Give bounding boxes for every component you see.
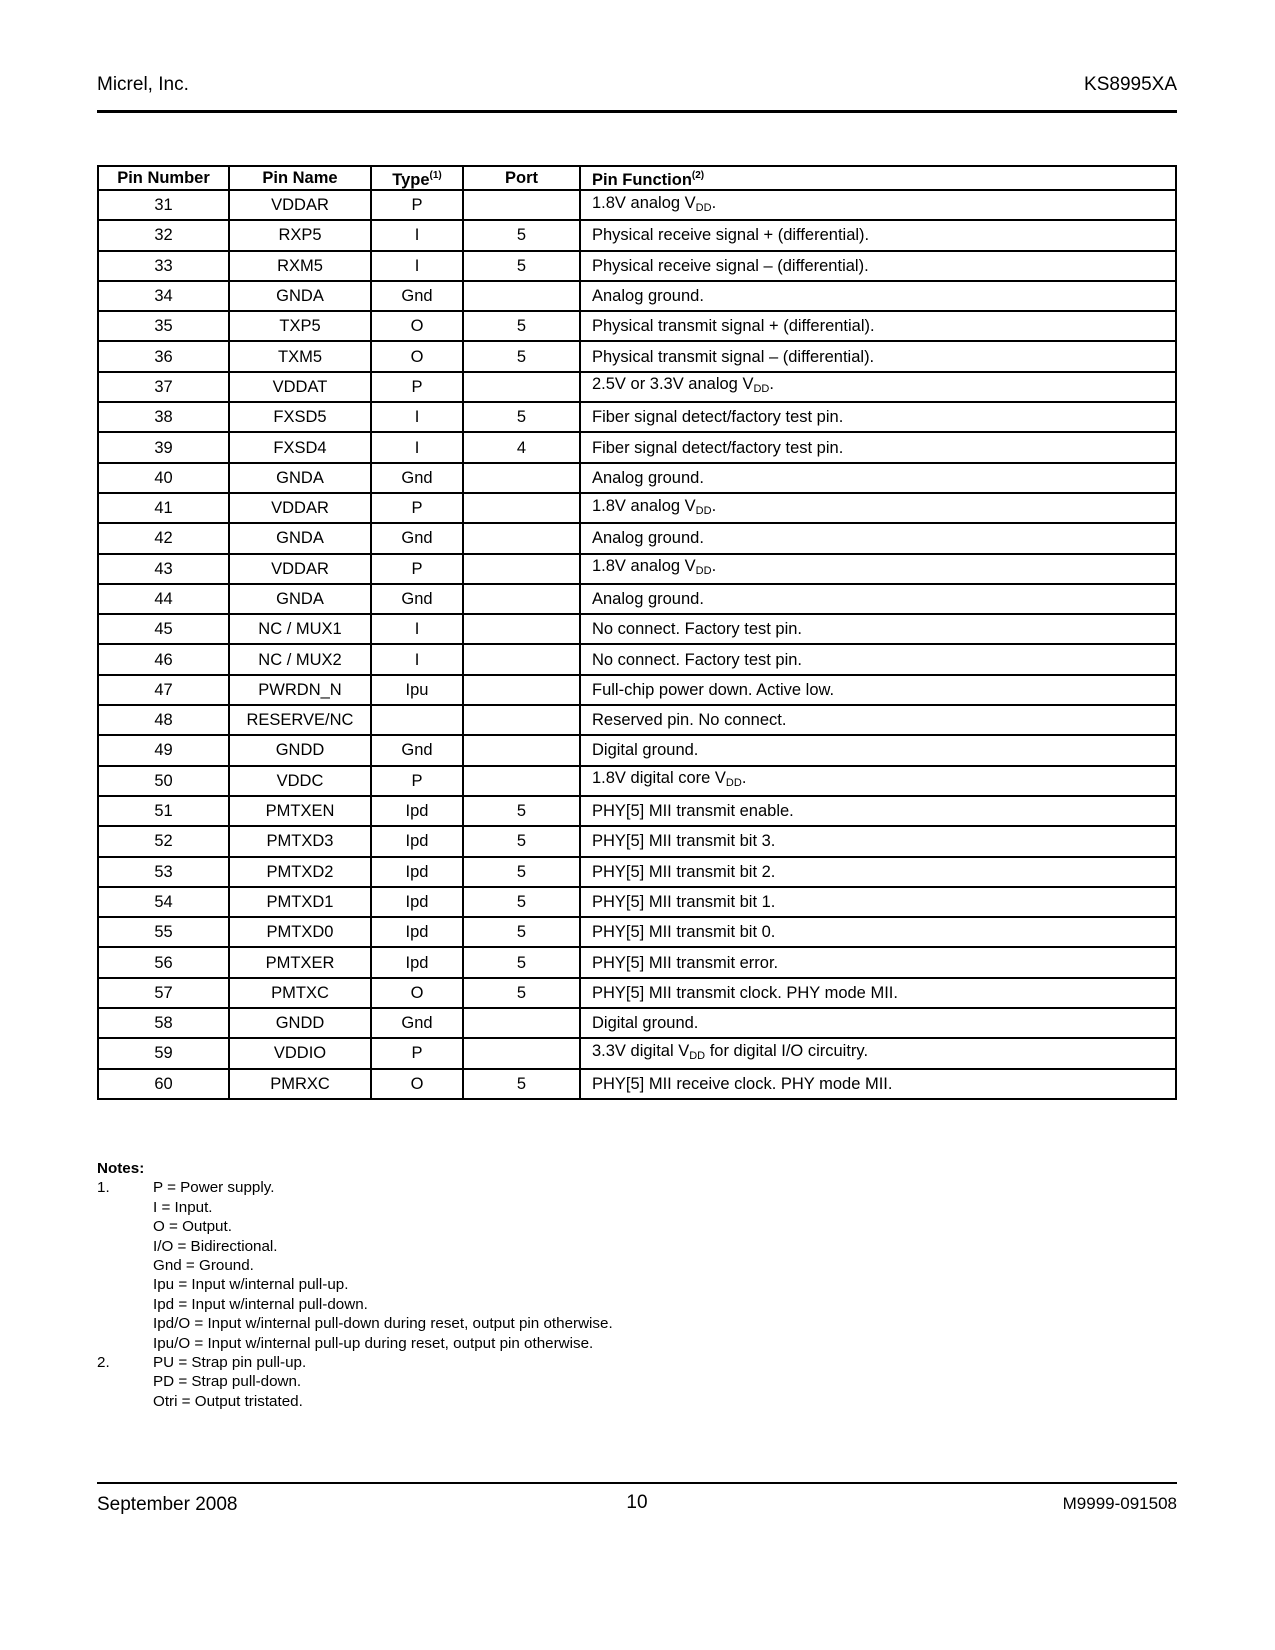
footer-date: September 2008 <box>97 1494 238 1515</box>
pin-function-text: 2.5V or 3.3V analog V <box>592 375 754 394</box>
note-line: Ipd/O = Input w/internal pull-down during reset, output pin otherwise. <box>153 1315 613 1333</box>
pin-function-text: No connect. Factory test pin. <box>592 650 803 669</box>
pin-number-cell: 57 <box>98 978 229 1008</box>
type-cell: P <box>371 190 463 220</box>
header-pin-name: Pin Name <box>229 166 371 190</box>
pin-name-cell: PMTXD0 <box>229 917 371 947</box>
type-cell: O <box>371 341 463 371</box>
pin-function-cell <box>580 493 1176 523</box>
pin-name-cell: GNDA <box>229 281 371 311</box>
pin-name-cell: VDDAR <box>229 190 371 220</box>
type-cell: P <box>371 493 463 523</box>
pin-number-cell: 56 <box>98 947 229 977</box>
pin-number-cell: 35 <box>98 311 229 341</box>
pin-name-cell: NC / MUX2 <box>229 644 371 674</box>
table-row <box>98 1038 1176 1068</box>
pin-number-cell: 50 <box>98 766 229 796</box>
table-row <box>98 857 1176 887</box>
pin-function-text: 3.3V digital V <box>592 1041 690 1060</box>
port-cell: 5 <box>463 826 580 856</box>
pin-name-cell: GNDA <box>229 584 371 614</box>
type-cell: Ipd <box>371 947 463 977</box>
pin-function-cell <box>580 766 1176 796</box>
pin-name-cell: PMTXD1 <box>229 887 371 917</box>
pin-function-text: PHY[5] MII transmit clock. PHY mode MII. <box>592 983 898 1002</box>
note-line: PU = Strap pin pull-up. <box>153 1354 307 1372</box>
pin-function-cell <box>580 584 1176 614</box>
pin-name-cell: GNDA <box>229 463 371 493</box>
pin-number-cell: 54 <box>98 887 229 917</box>
table-row <box>98 493 1176 523</box>
type-cell: Gnd <box>371 735 463 765</box>
pin-function-cell <box>580 1008 1176 1038</box>
pin-name-cell: TXP5 <box>229 311 371 341</box>
pin-number-cell: 47 <box>98 675 229 705</box>
port-cell: 5 <box>463 341 580 371</box>
table-row <box>98 796 1176 826</box>
pin-function-suffix: . <box>741 769 747 788</box>
pin-function-suffix: . <box>711 496 717 515</box>
port-cell <box>463 190 580 220</box>
table-row <box>98 341 1176 371</box>
type-cell: P <box>371 766 463 796</box>
port-cell: 4 <box>463 432 580 462</box>
table-row <box>98 978 1176 1008</box>
port-cell <box>463 523 580 553</box>
port-cell <box>463 614 580 644</box>
pin-number-cell: 31 <box>98 190 229 220</box>
note-line: P = Power supply. <box>153 1179 275 1197</box>
table-row <box>98 766 1176 796</box>
pin-name-cell: FXSD5 <box>229 402 371 432</box>
type-cell: Ipu <box>371 675 463 705</box>
type-cell: Gnd <box>371 463 463 493</box>
pin-function-cell <box>580 1038 1176 1068</box>
port-cell <box>463 705 580 735</box>
pin-function-cell <box>580 341 1176 371</box>
port-cell: 5 <box>463 251 580 281</box>
port-cell <box>463 766 580 796</box>
table-row <box>98 1008 1176 1038</box>
note-line: PD = Strap pull-down. <box>153 1373 302 1391</box>
company-name: Micrel, Inc. <box>97 74 189 95</box>
type-cell: P <box>371 1038 463 1068</box>
footer-doc-number: M9999-091508 <box>1062 1494 1177 1513</box>
pin-function-cell <box>580 735 1176 765</box>
header-pin-function-note: (2) <box>691 170 705 181</box>
port-cell: 5 <box>463 220 580 250</box>
table-row <box>98 826 1176 856</box>
pin-function-text: PHY[5] MII transmit enable. <box>592 802 794 821</box>
type-cell: Ipd <box>371 796 463 826</box>
pin-number-cell: 59 <box>98 1038 229 1068</box>
pin-name-cell: PMTXD3 <box>229 826 371 856</box>
pin-function-text: PHY[5] MII transmit bit 0. <box>592 923 776 942</box>
pin-function-text: Fiber signal detect/factory test pin. <box>592 408 844 427</box>
pin-function-cell <box>580 857 1176 887</box>
pin-number-cell: 43 <box>98 554 229 584</box>
pin-function-suffix: . <box>711 557 717 576</box>
table-row <box>98 887 1176 917</box>
pin-function-cell <box>580 1069 1176 1099</box>
type-cell: P <box>371 372 463 402</box>
pin-function-subscript: DD <box>753 383 770 396</box>
table-row <box>98 523 1176 553</box>
table-body <box>98 190 1176 1099</box>
pin-name-cell: GNDA <box>229 523 371 553</box>
note-line: Otri = Output tristated. <box>153 1392 303 1410</box>
pin-function-suffix: for digital I/O circuitry. <box>705 1041 869 1060</box>
pin-function-cell <box>580 978 1176 1008</box>
pin-function-cell <box>580 614 1176 644</box>
pin-number-cell: 33 <box>98 251 229 281</box>
pin-number-cell: 44 <box>98 584 229 614</box>
pin-number-cell: 51 <box>98 796 229 826</box>
type-cell: O <box>371 1069 463 1099</box>
type-cell: Gnd <box>371 584 463 614</box>
header-pin-function-label: Pin Function <box>592 171 692 189</box>
footer-page-number: 10 <box>626 1492 648 1513</box>
pin-function-text: Analog ground. <box>592 468 704 487</box>
notes-section <box>97 1159 797 1411</box>
port-cell: 5 <box>463 857 580 887</box>
type-cell: I <box>371 220 463 250</box>
pin-function-cell <box>580 887 1176 917</box>
pin-function-text: 1.8V analog V <box>592 193 696 212</box>
type-cell: I <box>371 614 463 644</box>
note-number: 1. <box>97 1179 110 1197</box>
type-cell: Gnd <box>371 281 463 311</box>
port-cell <box>463 281 580 311</box>
table-row <box>98 372 1176 402</box>
type-cell: Ipd <box>371 857 463 887</box>
type-cell: Ipd <box>371 917 463 947</box>
pin-function-cell <box>580 251 1176 281</box>
pin-function-text: 1.8V analog V <box>592 496 696 515</box>
pin-function-text: Physical receive signal + (differential). <box>592 226 870 245</box>
pin-name-cell: VDDIO <box>229 1038 371 1068</box>
pin-number-cell: 60 <box>98 1069 229 1099</box>
pin-name-cell: PMTXER <box>229 947 371 977</box>
pin-number-cell: 37 <box>98 372 229 402</box>
pin-name-cell: TXM5 <box>229 341 371 371</box>
table-row <box>98 705 1176 735</box>
pin-name-cell: PMTXC <box>229 978 371 1008</box>
table-row <box>98 402 1176 432</box>
note-group <box>97 1353 797 1411</box>
table-row <box>98 432 1176 462</box>
pin-number-cell: 34 <box>98 281 229 311</box>
pin-number-cell: 58 <box>98 1008 229 1038</box>
note-number: 2. <box>97 1354 110 1372</box>
pin-name-cell: NC / MUX1 <box>229 614 371 644</box>
type-cell: I <box>371 251 463 281</box>
table-row <box>98 251 1176 281</box>
type-cell: P <box>371 554 463 584</box>
pin-name-cell: PMTXEN <box>229 796 371 826</box>
pin-function-cell <box>580 220 1176 250</box>
pin-function-cell <box>580 796 1176 826</box>
port-cell: 5 <box>463 311 580 341</box>
pin-function-text: PHY[5] MII transmit bit 3. <box>592 832 776 851</box>
table-row <box>98 463 1176 493</box>
type-cell <box>371 705 463 735</box>
note-line: Ipd = Input w/internal pull-down. <box>153 1295 368 1313</box>
port-cell <box>463 372 580 402</box>
type-cell: I <box>371 432 463 462</box>
port-cell <box>463 735 580 765</box>
header-type <box>371 166 463 190</box>
pin-function-text: Digital ground. <box>592 741 699 760</box>
pin-name-cell: PMRXC <box>229 1069 371 1099</box>
pin-function-text: PHY[5] MII transmit bit 2. <box>592 862 776 881</box>
port-cell <box>463 675 580 705</box>
type-cell: Ipd <box>371 887 463 917</box>
pin-function-text: PHY[5] MII transmit bit 1. <box>592 892 776 911</box>
pin-function-suffix: . <box>769 375 774 394</box>
pin-function-text: PHY[5] MII receive clock. PHY mode MII. <box>592 1074 893 1093</box>
pin-function-text: 1.8V analog V <box>592 557 696 576</box>
port-cell <box>463 1038 580 1068</box>
page-header <box>97 74 1177 113</box>
pin-function-text: PHY[5] MII transmit error. <box>592 953 779 972</box>
pin-function-text: Analog ground. <box>592 590 704 608</box>
note-line: Gnd = Ground. <box>153 1257 254 1275</box>
pin-function-subscript: DD <box>695 201 712 214</box>
port-cell <box>463 493 580 523</box>
port-cell <box>463 554 580 584</box>
port-cell: 5 <box>463 887 580 917</box>
notes-groups <box>97 1178 797 1411</box>
pin-function-text: Physical transmit signal – (differential). <box>592 347 875 366</box>
pin-function-cell <box>580 826 1176 856</box>
page-footer <box>97 1482 1177 1524</box>
table-row <box>98 584 1176 614</box>
pin-number-cell: 55 <box>98 917 229 947</box>
header-port: Port <box>463 166 580 190</box>
header-type-label: Type <box>392 171 430 189</box>
type-cell: Gnd <box>371 1008 463 1038</box>
pin-function-text: Physical receive signal – (differential). <box>592 256 869 275</box>
pin-number-cell: 40 <box>98 463 229 493</box>
table-row <box>98 675 1176 705</box>
type-cell: Ipd <box>371 826 463 856</box>
pin-name-cell: VDDAT <box>229 372 371 402</box>
pin-function-text: 1.8V digital core V <box>592 769 726 788</box>
pin-function-text: Analog ground. <box>592 287 704 306</box>
pin-function-cell <box>580 554 1176 584</box>
pin-function-subscript: DD <box>695 565 712 578</box>
port-cell: 5 <box>463 917 580 947</box>
pin-name-cell: RESERVE/NC <box>229 705 371 735</box>
pin-function-cell <box>580 705 1176 735</box>
pin-function-subscript: DD <box>689 1049 706 1062</box>
pin-name-cell: VDDAR <box>229 493 371 523</box>
pin-number-cell: 38 <box>98 402 229 432</box>
pin-function-text: Full-chip power down. Active low. <box>592 680 835 699</box>
table-row <box>98 947 1176 977</box>
table-row <box>98 281 1176 311</box>
header-pin-function <box>580 166 1176 190</box>
table-row <box>98 190 1176 220</box>
pin-number-cell: 39 <box>98 432 229 462</box>
pin-function-cell <box>580 190 1176 220</box>
port-cell: 5 <box>463 796 580 826</box>
port-cell <box>463 1008 580 1038</box>
type-cell: O <box>371 978 463 1008</box>
pin-function-cell <box>580 311 1176 341</box>
pin-name-cell: FXSD4 <box>229 432 371 462</box>
header-type-note: (1) <box>429 170 442 181</box>
pin-name-cell: RXP5 <box>229 220 371 250</box>
pin-function-suffix: . <box>711 193 717 212</box>
type-cell: I <box>371 644 463 674</box>
table-row <box>98 554 1176 584</box>
port-cell <box>463 463 580 493</box>
type-cell: I <box>371 402 463 432</box>
pin-number-cell: 49 <box>98 735 229 765</box>
pin-number-cell: 52 <box>98 826 229 856</box>
type-cell: O <box>371 311 463 341</box>
pin-number-cell: 53 <box>98 857 229 887</box>
pin-function-text: Fiber signal detect/factory test pin. <box>592 438 844 457</box>
pin-number-cell: 45 <box>98 614 229 644</box>
pin-function-cell <box>580 947 1176 977</box>
pin-function-cell <box>580 463 1176 493</box>
port-cell <box>463 584 580 614</box>
pin-function-text: Analog ground. <box>592 529 704 548</box>
pin-function-text: Reserved pin. No connect. <box>592 711 787 730</box>
part-number: KS8995XA <box>1084 74 1177 95</box>
pin-number-cell: 36 <box>98 341 229 371</box>
port-cell: 5 <box>463 947 580 977</box>
pin-function-text: Physical transmit signal + (differential). <box>592 317 875 336</box>
pin-function-text: Digital ground. <box>592 1014 699 1033</box>
pin-number-cell: 46 <box>98 644 229 674</box>
pin-function-cell <box>580 281 1176 311</box>
port-cell <box>463 644 580 674</box>
note-line: I = Input. <box>153 1198 213 1216</box>
table-row <box>98 735 1176 765</box>
note-line: Ipu/O = Input w/internal pull-up during reset, output pin otherwise. <box>153 1334 594 1352</box>
header-pin-number: Pin Number <box>98 166 229 190</box>
table-header-row <box>98 166 1176 190</box>
pin-name-cell: GNDD <box>229 1008 371 1038</box>
port-cell: 5 <box>463 1069 580 1099</box>
pin-function-cell <box>580 644 1176 674</box>
pin-number-cell: 48 <box>98 705 229 735</box>
table-row <box>98 917 1176 947</box>
port-cell: 5 <box>463 402 580 432</box>
note-line: O = Output. <box>153 1218 232 1236</box>
pin-function-cell <box>580 675 1176 705</box>
pin-name-cell: GNDD <box>229 735 371 765</box>
table-row <box>98 1069 1176 1099</box>
pin-number-cell: 32 <box>98 220 229 250</box>
pin-function-subscript: DD <box>695 504 712 517</box>
pin-function-cell <box>580 523 1176 553</box>
note-line: I/O = Bidirectional. <box>153 1237 278 1255</box>
table-row <box>98 644 1176 674</box>
pin-function-cell <box>580 917 1176 947</box>
pin-description-table <box>97 165 1177 1100</box>
pin-name-cell: RXM5 <box>229 251 371 281</box>
pin-function-subscript: DD <box>725 777 742 790</box>
notes-title: Notes: <box>97 1160 145 1177</box>
pin-function-cell <box>580 372 1176 402</box>
pin-name-cell: PWRDN_N <box>229 675 371 705</box>
pin-number-cell: 42 <box>98 523 229 553</box>
port-cell: 5 <box>463 978 580 1008</box>
pin-number-cell: 41 <box>98 493 229 523</box>
table-row <box>98 311 1176 341</box>
pin-function-text: No connect. Factory test pin. <box>592 620 803 639</box>
pin-name-cell: VDDAR <box>229 554 371 584</box>
pin-function-cell <box>580 432 1176 462</box>
table-row <box>98 614 1176 644</box>
note-group <box>97 1178 797 1353</box>
pin-name-cell: PMTXD2 <box>229 857 371 887</box>
pin-function-cell <box>580 402 1176 432</box>
table-row <box>98 220 1176 250</box>
pin-name-cell: VDDC <box>229 766 371 796</box>
note-line: Ipu = Input w/internal pull-up. <box>153 1276 349 1294</box>
type-cell: Gnd <box>371 523 463 553</box>
